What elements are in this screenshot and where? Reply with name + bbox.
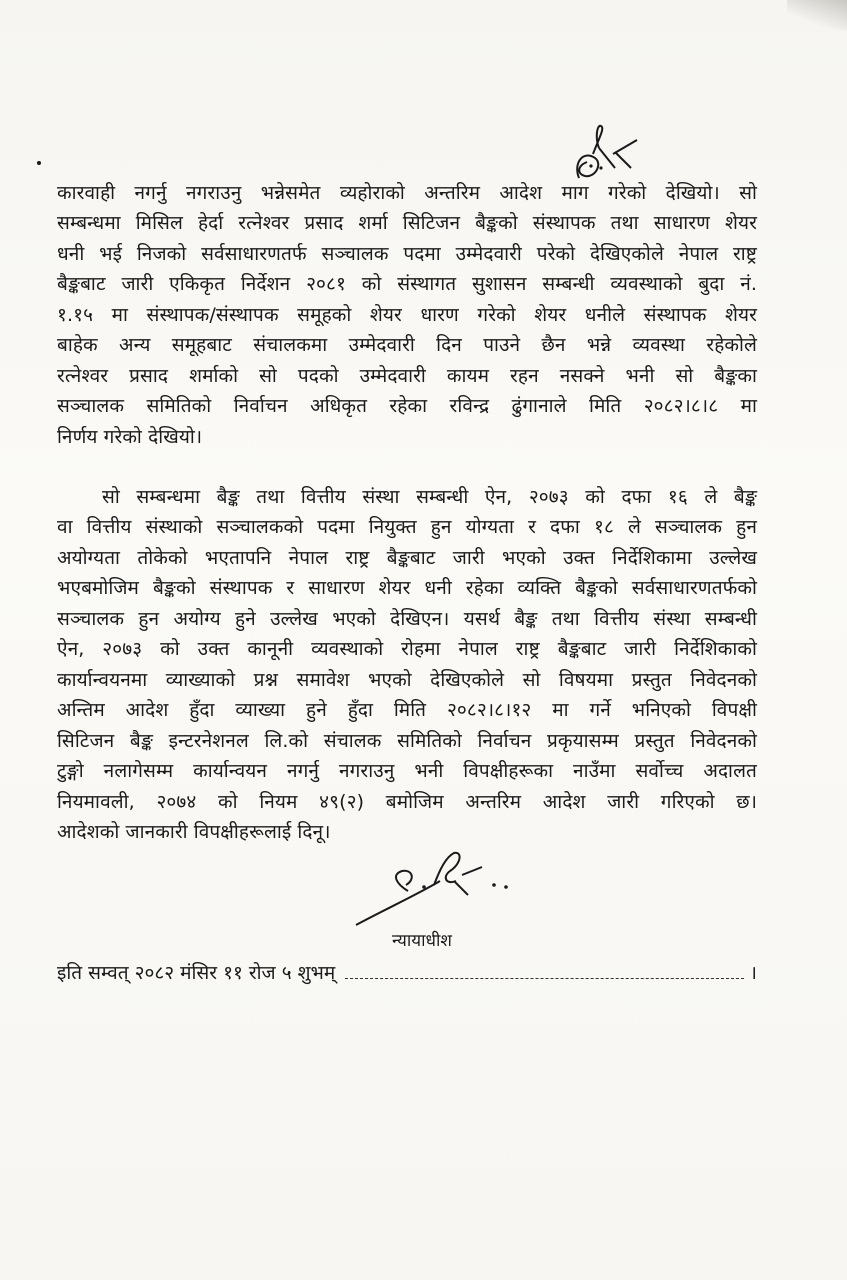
paragraph-line: कारवाही नगर्नु नगराउनु भन्नेसमेत व्यहोराको अन्तरिम आदेश माग गरेको देखियो। सो xyxy=(57,182,757,204)
paragraph-line: ऐन, २०७३ को उक्त कानूनी व्यवस्थाको रोहमा नेपाल राष्ट्र बैङ्कबाट जारी निर्देशिकाको xyxy=(57,638,757,660)
footer-date-text: इति सम्वत् २०८२ मंसिर ११ रोज ५ शुभम् xyxy=(57,962,336,984)
paragraph-line: रत्नेश्वर प्रसाद शर्माको सो पदको उम्मेदवारी कायम रहन नसक्ने भनी सो बैङ्कका xyxy=(57,365,757,387)
paragraph-line: सञ्चालक हुन अयोग्य हुने उल्लेख भएको देखिएन। यसर्थ बैङ्क तथा वित्तीय संस्था सम्बन्धी xyxy=(57,608,757,630)
paragraph-line: १.१५ मा संस्थापक/संस्थापक समूहको शेयर धारण गरेको शेयर धनीले संस्थापक शेयर xyxy=(57,304,757,326)
paragraph-line: कार्यान्वयनमा व्याख्याको प्रश्न समावेश भएको देखिएकोले सो विषयमा प्रस्तुत निवेदनको xyxy=(57,669,757,691)
paragraph-line: निर्णय गरेको देखियो। xyxy=(57,426,203,448)
margin-dot xyxy=(37,161,41,165)
paragraph-line: धनी भई निजको सर्वसाधारणतर्फ सञ्चालक पदमा उम्मेदवारी परेको देखिएकोले नेपाल राष्ट्र xyxy=(57,243,757,265)
paragraph-line: बैङ्कबाट जारी एकिकृत निर्देशन २०८१ को संस्थागत सुशासन सम्बन्धी व्यवस्थाको बुदा नं. xyxy=(57,273,757,295)
paragraph-line: नियमावली, २०७४ को नियम ४९(२) बमोजिम अन्तरिम आदेश जारी गरिएको छ। xyxy=(57,791,757,813)
paragraph-line: टुङ्गो नलागेसम्म कार्यान्वयन नगर्नु नगराउनु भनी विपक्षीहरूका नाउँमा सर्वोच्च अदालत xyxy=(57,760,757,782)
paragraph-line: अन्तिम आदेश हुँदा व्याख्या हुने हुँदा मिति २०८२।८।१२ मा गर्ने भनिएको विपक्षी xyxy=(57,699,757,721)
page-corner-shadow xyxy=(787,0,847,30)
paragraph-line: अयोग्यता तोकेको भएतापनि नेपाल राष्ट्र बैङ्कबाट जारी भएको उक्त निर्देशिकामा उल्लेख xyxy=(57,547,757,569)
paragraph-line: भएबमोजिम बैङ्कको संस्थापक र साधारण शेयर धनी रहेका व्यक्ति बैङ्कको सर्वसाधारणतर्फको xyxy=(57,577,757,599)
paragraph-line: सिटिजन बैङ्क इन्टरनेशनल लि.को संचालक समितिको निर्वाचन प्रकृयासम्म प्रस्तुत निवेदनको xyxy=(57,730,757,752)
paragraph-line: सो सम्बन्धमा बैङ्क तथा वित्तीय संस्था सम्बन्धी ऐन, २०७३ को दफा १६ ले बैङ्क xyxy=(102,486,757,508)
paragraph-line: वा वित्तीय संस्थाको सञ्चालकको पदमा नियुक्त हुन योग्यता र दफा १८ ले सञ्चालक हुन xyxy=(57,516,757,538)
judge-signature xyxy=(350,845,520,930)
paragraph-line: सम्बन्धमा मिसिल हेर्दा रत्नेश्वर प्रसाद शर्मा सिटिजन बैङ्कको संस्थापक तथा साधारण शेयर xyxy=(57,212,757,234)
signature-title: न्यायाधीश xyxy=(392,931,452,951)
document-footer xyxy=(57,960,757,986)
footer-dash-line xyxy=(345,968,744,979)
footer-end-mark: । xyxy=(749,962,757,984)
paragraph-line: आदेशको जानकारी विपक्षीहरूलाई दिनू। xyxy=(57,821,331,843)
paragraph-line: सञ्चालक समितिको निर्वाचन अधिकृत रहेका रविन्द्र ढुंगानाले मिति २०८२।८।८ मा xyxy=(57,395,757,417)
paragraph-line: बाहेक अन्य समूहबाट संचालकमा उम्मेदवारी दिन पाउने छैन भन्ने व्यवस्था रहेकोले xyxy=(57,334,757,356)
